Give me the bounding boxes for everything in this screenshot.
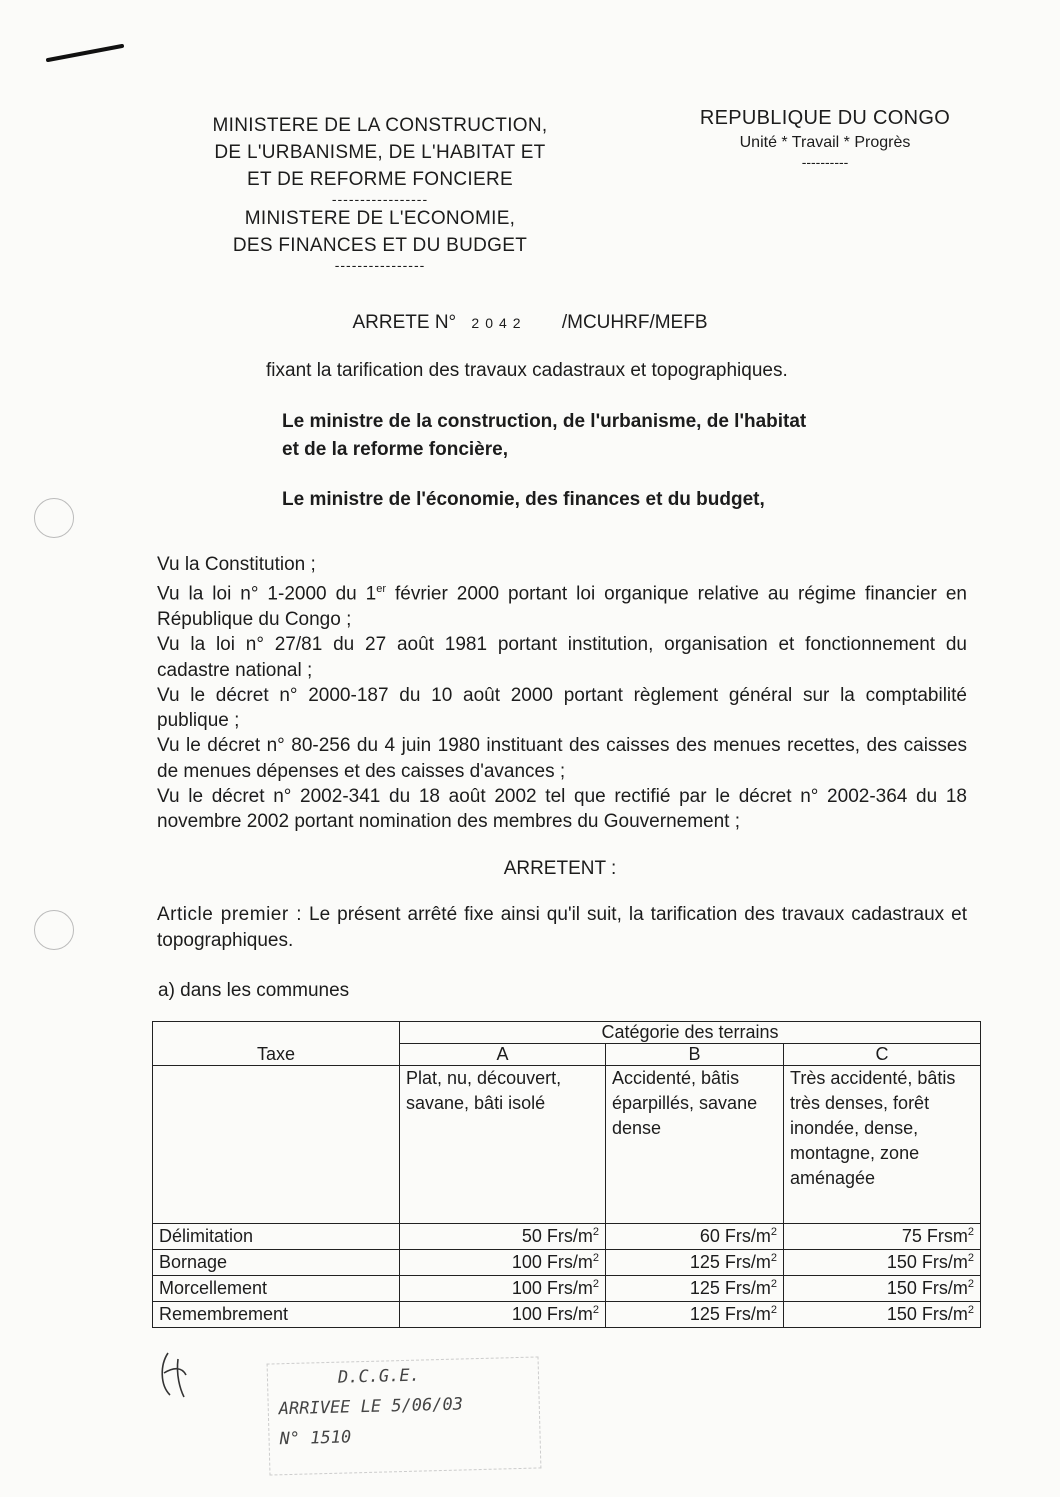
- minister-line: Le ministre de la construction, de l'urbanisme, de l'habitat: [282, 411, 807, 432]
- category-b: B: [606, 1044, 784, 1066]
- ministry-line: DES FINANCES ET DU BUDGET: [232, 235, 528, 256]
- visa-item: Vu la loi n° 27/81 du 27 août 1981 portant institution, organisation et fonctionnement du cadastre national ;: [157, 634, 967, 681]
- price-b: 60 Frs/$m^2$: [606, 1224, 784, 1250]
- article-premier: [157, 902, 967, 954]
- price-b: 125 Frs/$m^2$: [606, 1250, 784, 1276]
- taxe-name: Délimitation: [153, 1224, 400, 1250]
- price-a: 50 Frs/$m^2$: [400, 1224, 606, 1250]
- price-c: 150 Frs/$m^2$: [784, 1276, 981, 1302]
- price-c: 150 Frs/$m^2$: [784, 1302, 981, 1328]
- republic-motto: Unité * Travail * Progrès: [739, 134, 911, 151]
- visa-item: Vu la loi n° 1-2000 du 1er février 2000 portant loi organique relative au régime financier en République du Congo ;: [157, 583, 967, 630]
- price-b: 125 Frs/$m^2$: [606, 1276, 784, 1302]
- arrete-suffix: /MCUHRF/MEFB: [561, 312, 708, 333]
- republic-name: REPUBLIQUE DU CONGO: [699, 107, 951, 129]
- article-text: Le présent arrêté fixe ainsi qu'il suit, la tarification des travaux cadastraux et topographiques.: [157, 904, 968, 951]
- price-a: 100 Frs/$m^2$: [400, 1276, 606, 1302]
- price-a: 100 Frs/$m^2$: [400, 1302, 606, 1328]
- punch-hole-top: [34, 498, 74, 538]
- description-b: Accidenté, bâtis éparpillés, savane dense: [606, 1066, 784, 1224]
- category-c: C: [784, 1044, 981, 1066]
- price-c: 150 Frs/$m^2$: [784, 1250, 981, 1276]
- ministry-line: MINISTERE DE LA CONSTRUCTION,: [212, 115, 548, 136]
- visas-list: [157, 552, 967, 835]
- arrete-subject: fixant la tarification des travaux cadastraux et topographiques.: [266, 360, 788, 381]
- table-row: [153, 1302, 981, 1328]
- visa-item: Vu le décret n° 2002-341 du 18 août 2002 tel que rectifié par le décret n° 2002-364 du 18 novembre 2002 portant nomination des membres du Gouvernement ;: [157, 786, 967, 833]
- stamp-line: ARRIVEE LE 5/06/03: [278, 1394, 464, 1420]
- handwritten-initials: [150, 1345, 210, 1405]
- table-row: [153, 1276, 981, 1302]
- price-a: 100 Frs/$m^2$: [400, 1250, 606, 1276]
- ministries-header: [150, 112, 610, 271]
- group-header: Catégorie des terrains: [400, 1022, 981, 1044]
- taxe-name: Bornage: [153, 1250, 400, 1276]
- arrete-num: 2042: [471, 315, 527, 331]
- table-description-row: [153, 1066, 981, 1224]
- table-header-row: [153, 1022, 981, 1044]
- arrete-prefix: ARRETE N°: [352, 312, 457, 333]
- punch-hole-bottom: [34, 910, 74, 950]
- description-a: Plat, nu, découvert, savane, bâti isolé: [400, 1066, 606, 1224]
- article-label: Article premier :: [157, 904, 302, 925]
- taxe-name: Morcellement: [153, 1276, 400, 1302]
- ministry-line: DE L'URBANISME, DE L'HABITAT ET: [214, 142, 546, 163]
- empty-cell: [153, 1066, 400, 1224]
- price-c: 75 Frsm$^2$: [784, 1224, 981, 1250]
- price-b: 125 Frs/$m^2$: [606, 1302, 784, 1328]
- ministry-line: MINISTERE DE L'ECONOMIE,: [244, 208, 516, 229]
- description-c: Très accidenté, bâtis très denses, forêt inondée, dense, montagne, zone aménagée: [784, 1066, 981, 1224]
- arrete-number: [0, 312, 1060, 334]
- col-header-taxe: Taxe: [153, 1022, 400, 1066]
- reception-stamp: [267, 1356, 542, 1475]
- minister-economy: Le ministre de l'économie, des finances et du budget,: [282, 489, 765, 510]
- pen-mark: [40, 38, 130, 68]
- visa-item: Vu la Constitution ;: [157, 554, 316, 575]
- republic-header: [680, 104, 970, 170]
- taxe-name: Remembrement: [153, 1302, 400, 1328]
- separator: ----------: [801, 154, 849, 170]
- separator: -----------------: [331, 191, 429, 207]
- minister-construction: [282, 408, 806, 464]
- tariff-table: [152, 1021, 981, 1328]
- visa-item: Vu le décret n° 2000-187 du 10 août 2000 portant règlement général sur la comptabilité publique ;: [157, 684, 967, 732]
- minister-line: et de la reforme foncière,: [282, 439, 508, 460]
- stamp-line: N° 1510: [279, 1427, 352, 1450]
- table-row: [153, 1224, 981, 1250]
- subsection-communes: a) dans les communes: [158, 980, 350, 1001]
- category-a: A: [400, 1044, 606, 1066]
- visa-item: Vu le décret n° 80-256 du 4 juin 1980 instituant des caisses des menues recettes, des caisses de menues dépenses et des caisses d'avances ;: [157, 735, 967, 782]
- table-row: [153, 1250, 981, 1276]
- arretent-heading: ARRETENT :: [503, 858, 617, 879]
- separator: ----------------: [334, 257, 426, 273]
- stamp-line: D.C.G.E.: [337, 1365, 421, 1388]
- ministry-line: ET DE REFORME FONCIERE: [247, 169, 513, 190]
